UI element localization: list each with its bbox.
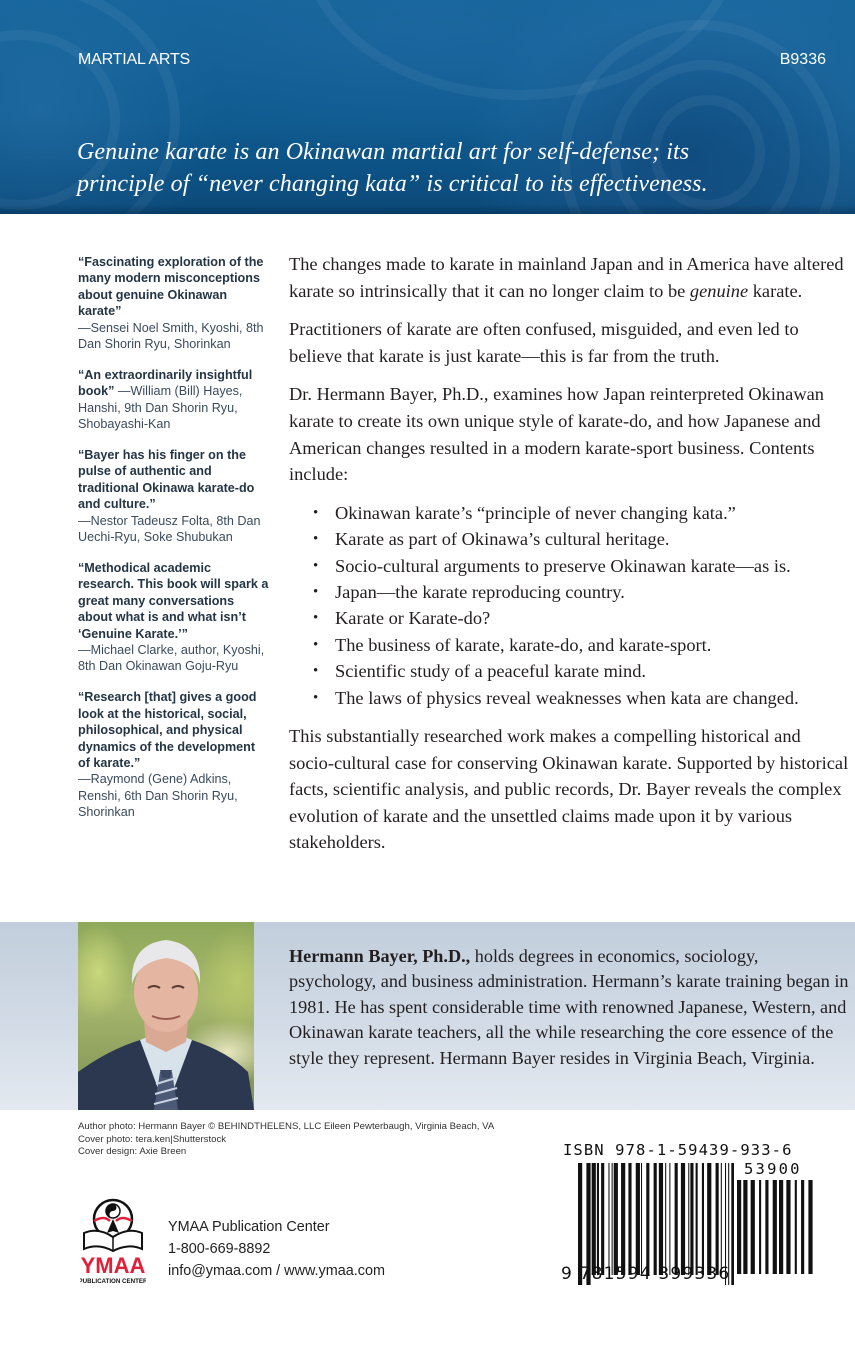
logo-subtext: PUBLICATION CENTER [80,1278,146,1285]
contents-item-text: Karate or Karate-do? [335,608,491,629]
barcode-bar [707,1163,711,1275]
endorsement-quote: “Bayer has his finger on the pulse of authentic and traditional Okinawa karate-do and culture.” [78,448,255,512]
description-paragraph [289,251,849,304]
author-portrait-icon [78,922,254,1110]
barcode-bar [721,1163,722,1275]
endorsement [78,689,270,820]
contents-item [313,553,849,579]
addon-barcode [737,1180,813,1274]
bullet-icon: • [313,531,319,548]
barcode-bar [612,1163,613,1275]
bullet-icon: • [313,557,319,574]
publisher-info [168,1216,385,1282]
credit-line: Cover photo: tera.ken|Shutterstock [78,1133,227,1145]
contents-item [313,685,849,711]
description-paragraph: Dr. Hermann Bayer, Ph.D., examines how Japan reinterpreted Okinawan karate to create its own unique style of karate-do, and how Japanese and American changes resulted in a modern karate-sport business. Contents include: [289,384,824,485]
contents-item [313,500,849,526]
endorsement-attribution: —Sensei Noel Smith, Kyoshi, 8th Dan Shorin Ryu, Shorinkan [78,320,264,352]
endorsement-quote: “An extraordinarily insightful book” [78,367,253,399]
endorsement-attribution: —Nestor Tadeusz Folta, 8th Dan Uechi-Ryu, Soke Shubukan [78,513,261,545]
tagline-line-2: principle of “never changing kata” is critical to its effectiveness. [77,171,708,197]
logo-text: YMAA [80,1253,146,1278]
barcode-bar [759,1180,761,1274]
barcode-bar [765,1180,768,1274]
endorsement-quote: “Fascinating exploration of the many modern misconceptions about genuine Okinawan karate” [78,255,264,319]
bullet-icon: • [313,610,319,627]
endorsement-attribution: —Michael Clarke, author, Kyoshi, 8th Dan Okinawan Goju-Ryu [78,643,265,674]
contents-item-text: The business of karate, karate-do, and karate-sport. [335,634,712,655]
text-span: The changes made to karate in mainland Japan and in America have altered karate so intrinsically that it can no longer claim to be [289,254,844,301]
emphasis: genuine [689,280,749,301]
barcode-bar [696,1163,698,1275]
bullet-icon: • [313,583,319,600]
barcode-bar [795,1180,797,1274]
barcode-bar [675,1163,678,1275]
barcode-bar [601,1163,604,1275]
contents-item [313,526,849,552]
text-span: karate. [748,280,803,301]
contents-item [313,632,849,658]
endorsement-attribution: —William (Bill) Hayes, Hanshi, 9th Dan Shorin Ryu, Shobayashi-Kan [78,384,243,432]
barcode-bar [654,1163,657,1275]
contents-item-text: Scientific study of a peaceful karate mind. [335,661,646,682]
bullet-icon: • [313,689,319,706]
description-paragraph: This substantially researched work makes a compelling historical and socio-cultural case for conserving Okinawan karate. Supported by historical facts, scientific analysis, and public records, Dr. Bayer reveals the complex evolution of karate and the unsettled claims made upon it by various stakeholders. [289,726,849,853]
credit-line: Cover design: Axie Breen [78,1146,187,1157]
publisher-contact: info@ymaa.com / www.ymaa.com [168,1263,385,1279]
barcode-bar [608,1163,609,1275]
ean-digits: 9 781594 399336 [561,1264,731,1284]
banner-shadow [0,204,855,214]
barcode-bar [688,1163,689,1275]
barcode-bar [731,1163,734,1285]
endorsement-quote: “Methodical academic research. This book will spark a great many conversations about what is and what isn’t ‘Genuine Karate.’” [78,561,269,641]
endorsement-quote: “Research [that] gives a good look at the historical, social, philosophical, and physical dynamics of the development of karate.” [78,690,257,770]
decorative-ring [0,0,180,260]
barcode-bar [779,1180,783,1274]
bullet-icon: • [313,663,319,680]
barcode-bar [786,1180,790,1274]
bullet-icon: • [313,504,319,521]
publisher-name: YMAA Publication Center [168,1219,330,1235]
tagline [77,136,837,200]
barcode-bar [751,1180,755,1274]
bullet-icon: • [313,636,319,653]
endorsement [78,560,270,675]
barcode-bar [801,1180,804,1274]
barcode-bar [597,1163,599,1275]
barcode-bar [665,1163,666,1275]
tagline-line-1: Genuine karate is an Okinawan martial art for self-defense; its [77,139,690,165]
barcode-bar [702,1163,704,1275]
barcode-bar [659,1163,663,1275]
category-label: MARTIAL ARTS [78,51,191,68]
endorsements [78,254,270,835]
barcode-bar [614,1163,618,1275]
author-name: Hermann Bayer, Ph.D., [289,946,471,966]
credits [78,1121,548,1159]
endorsement [78,447,270,545]
barcode-bar [690,1163,693,1275]
barcode-bar [681,1163,685,1275]
price-code-label: 53900 [744,1160,802,1178]
contents-item-text: Karate as part of Okinawa’s cultural heritage. [335,529,670,550]
contents-item [313,605,849,631]
contents-item [313,579,849,605]
description-paragraph: Practitioners of karate are often confused, misguided, and even led to believe that karate is just karate—this is far from the truth. [289,319,799,366]
barcode-bar [716,1163,719,1275]
endorsement-attribution: —Raymond (Gene) Adkins, Renshi, 6th Dan Shorin Ryu, Shorinkan [78,772,238,820]
barcode-bar [592,1163,596,1275]
author-bio-text: holds degrees in economics, sociology, psychology, and business administration. Hermann’s karate training began in 1981. He has spent considerable time with renowned Japanese, Western, and Okinawan karate teachers, all the while researching the core essence of the style they represent. Hermann Bayer resides in Virginia Beach, Virginia. [289,946,849,1068]
contents-item-text: Japan—the karate reproducing country. [335,581,625,602]
endorsement [78,367,270,433]
book-code: B9336 [779,51,826,68]
contents-item-text: The laws of physics reveal weaknesses when kata are changed. [335,687,799,708]
credit-line: Author photo: Hermann Bayer © BEHINDTHELENS, LLC Eileen Pewterbaugh, Virginia Beach, VA [78,1121,495,1132]
barcode-bar [636,1163,640,1275]
ymaa-logo [80,1197,146,1285]
isbn-label: ISBN 978-1-59439-933-6 [563,1141,793,1159]
author-photo [78,922,254,1110]
book-description [289,251,849,868]
author-bio [289,944,849,1071]
decorative-ring [300,0,740,100]
barcode-bar [773,1180,777,1274]
endorsement [78,254,270,352]
barcode-bar [621,1163,625,1275]
contents-item-text: Socio-cultural arguments to preserve Okinawan karate—as is. [335,555,791,576]
barcode-bar [641,1163,642,1275]
publisher-phone: 1-800-669-8892 [168,1241,271,1257]
contents-list [289,500,849,711]
barcode-bar [737,1180,741,1274]
top-banner [0,0,855,214]
barcode-bar [808,1180,812,1274]
barcode-bar [628,1163,631,1275]
barcode-bar [646,1163,649,1275]
ymaa-logo-icon [80,1197,146,1285]
barcode-bar [669,1163,670,1275]
contents-item-text: Okinawan karate’s “principle of never changing kata.” [335,502,736,523]
contents-item [313,658,849,684]
barcode-bar [743,1180,747,1274]
